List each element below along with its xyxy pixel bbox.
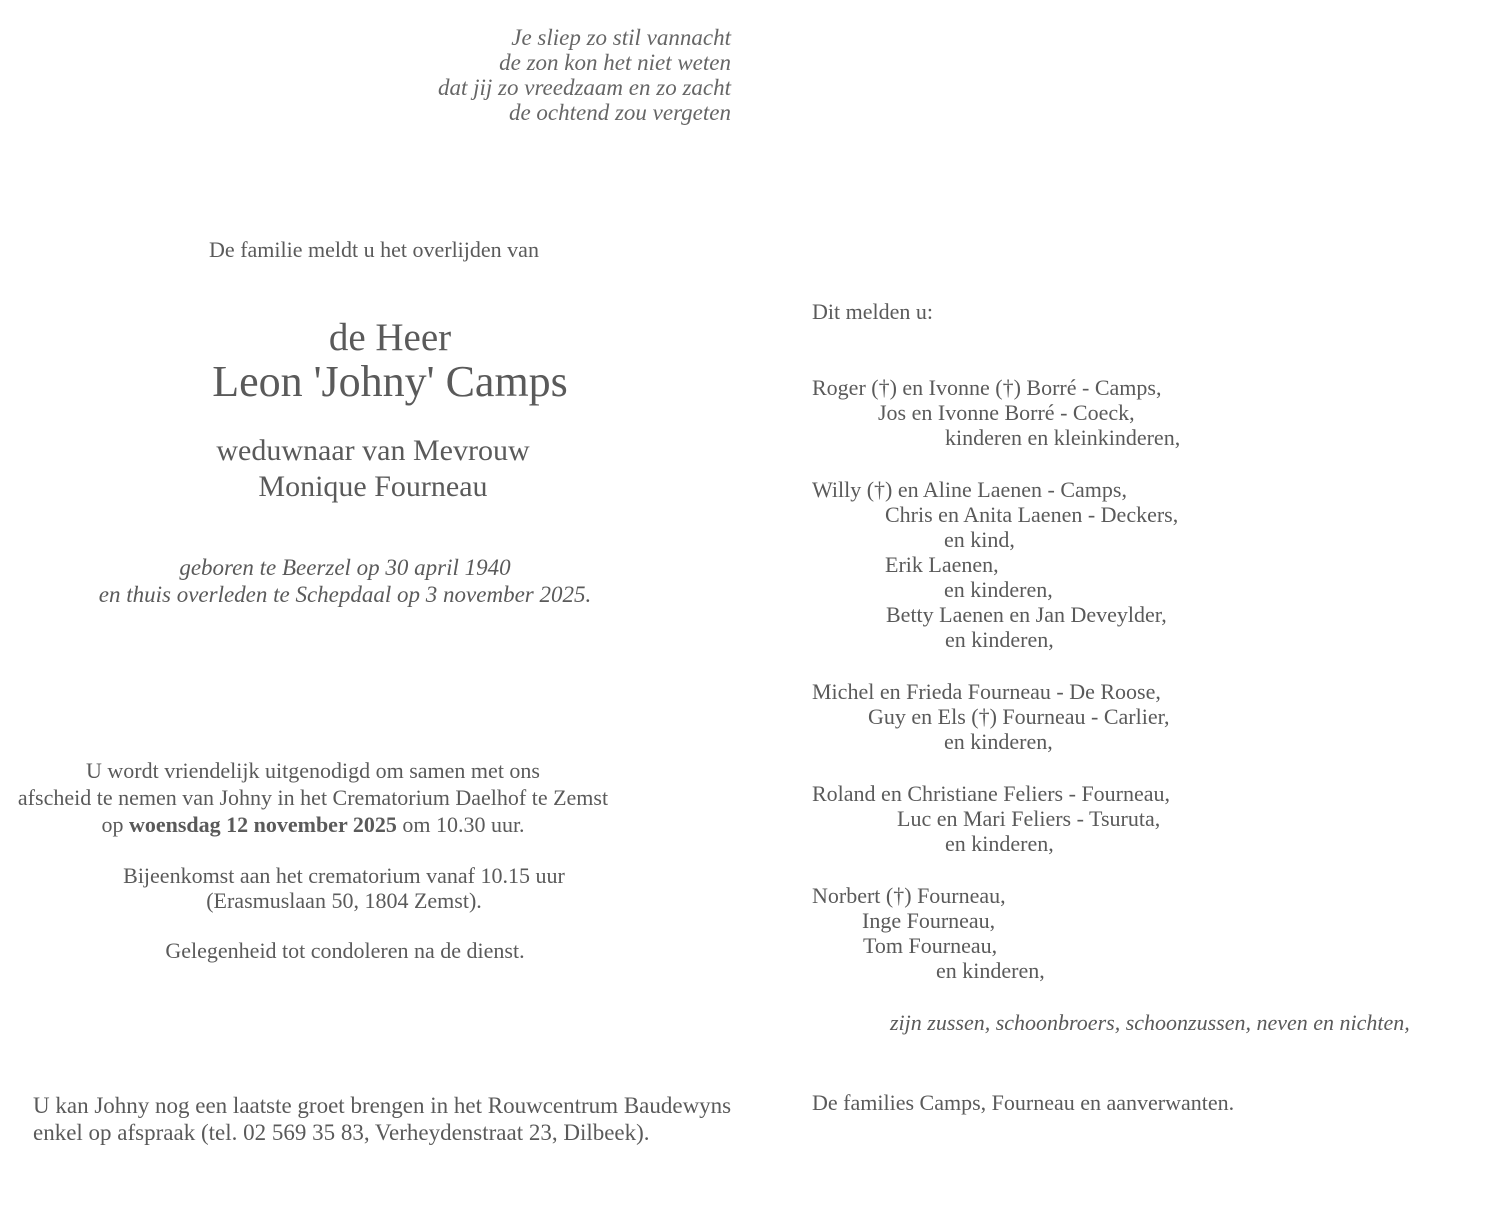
family-line: Betty Laenen en Jan Deveylder, [886, 602, 1167, 627]
visitation-line: U kan Johny nog een laatste groet brengen in het Rouwcentrum Baudewyns [33, 1093, 732, 1118]
invitation-date-prefix: op [101, 812, 129, 837]
poem-line: de zon kon het niet weten [499, 50, 731, 75]
family-line: en kinderen, [944, 729, 1053, 754]
family-line: kinderen en kleinkinderen, [945, 425, 1181, 450]
family-line: Erik Laenen, [885, 552, 999, 577]
relatives-note: zijn zussen, schoonbroers, schoonzussen, neven en nichten, [890, 1010, 1410, 1035]
condolence-note: Gelegenheid tot condoleren na de dienst. [165, 938, 525, 963]
widower-of [23, 433, 723, 505]
family-group [812, 477, 1502, 652]
family-closing: De families Camps, Fourneau en aanverwanten. [812, 1090, 1235, 1115]
family-line: en kind, [944, 527, 1015, 552]
family-line: en kinderen, [945, 831, 1054, 856]
ceremony-date: woensdag 12 november 2025 [128, 812, 397, 837]
family-line: Jos en Ivonne Borré - Coeck, [878, 400, 1135, 425]
poem-line: dat jij zo vreedzaam en zo zacht [437, 75, 731, 100]
visitation-info [33, 1092, 793, 1146]
invitation-date-suffix: om 10.30 uur. [396, 812, 525, 837]
invitation-line [0, 811, 663, 838]
family-line: Inge Fourneau, [862, 908, 996, 933]
announcement-intro: De familie meldt u het overlijden van [209, 237, 539, 262]
ceremony-invitation [0, 757, 663, 838]
family-column [812, 299, 1502, 1115]
birth-line: geboren te Beerzel op 30 april 1940 [179, 555, 511, 580]
birth-death-dates [0, 554, 695, 608]
family-group [812, 781, 1502, 856]
gathering-info [0, 863, 694, 913]
family-line: Michel en Frieda Fourneau - De Roose, [812, 679, 1161, 704]
gathering-line: Bijeenkomst aan het crematorium vanaf 10.15 uur [123, 863, 565, 888]
family-line: Chris en Anita Laenen - Deckers, [885, 502, 1179, 527]
family-line: Norbert (†) Fourneau, [812, 883, 1006, 908]
widower-line: weduwnaar van Mevrouw [216, 434, 530, 467]
family-line: Tom Fourneau, [863, 933, 998, 958]
family-line: Roger (†) en Ivonne (†) Borré - Camps, [812, 375, 1162, 400]
family-line: en kinderen, [945, 627, 1054, 652]
death-line: en thuis overleden te Schepdaal op 3 november 2025. [98, 582, 592, 607]
poem-line: de ochtend zou vergeten [508, 100, 731, 125]
crematorium-address: (Erasmuslaan 50, 1804 Zemst). [206, 888, 482, 913]
family-line: Luc en Mari Feliers - Tsuruta, [897, 806, 1161, 831]
family-group [812, 679, 1502, 754]
family-line: Guy en Els (†) Fourneau - Carlier, [868, 704, 1170, 729]
visitation-line: enkel op afspraak (tel. 02 569 35 83, Verheydenstraat 23, Dilbeek). [33, 1120, 650, 1145]
family-list-header: Dit melden u: [812, 299, 933, 324]
deceased-title: de Heer [328, 316, 452, 359]
family-line: Willy (†) en Aline Laenen - Camps, [812, 477, 1127, 502]
poem-line: Je sliep zo stil vannacht [511, 25, 731, 50]
family-groups [812, 375, 1502, 983]
deceased-name: Leon 'Johny' Camps [212, 357, 568, 406]
memorial-poem [331, 25, 731, 125]
spouse-name: Monique Fourneau [258, 470, 488, 503]
family-line: en kinderen, [936, 958, 1045, 983]
family-line: en kinderen, [944, 577, 1053, 602]
family-group [812, 375, 1502, 450]
invitation-line: afscheid te nemen van Johny in het Crematorium Daelhof te Zemst [17, 785, 609, 810]
invitation-line: U wordt vriendelijk uitgenodigd om samen met ons [86, 758, 540, 783]
family-line: Roland en Christiane Feliers - Fourneau, [812, 781, 1171, 806]
family-group [812, 883, 1502, 983]
